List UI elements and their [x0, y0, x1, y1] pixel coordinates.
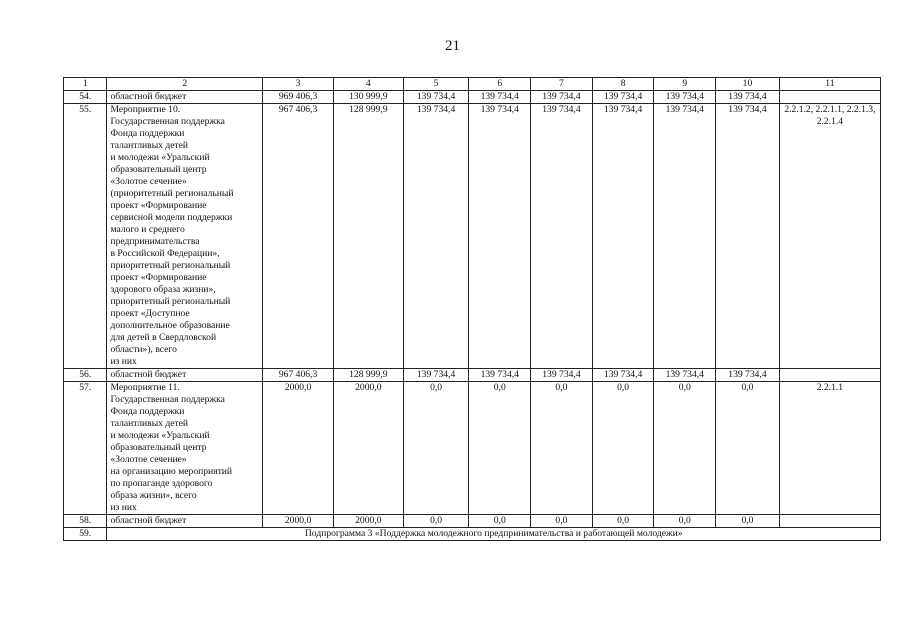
value-cell: 139 734,4: [592, 104, 654, 369]
row-name-line: и молодежи «Уральский: [110, 152, 210, 163]
value-cell: 0,0: [592, 382, 654, 515]
table-row: [64, 369, 881, 382]
value-cell: 139 734,4: [403, 91, 469, 104]
value-cell: 0,0: [654, 515, 716, 528]
value-cell: 139 734,4: [469, 369, 531, 382]
target-codes-cell: [779, 515, 880, 528]
value-cell: 130 999,9: [333, 91, 403, 104]
row-number: 57.: [64, 382, 107, 515]
table-row: [64, 515, 881, 528]
value-cell: 139 734,4: [716, 104, 780, 369]
value-cell: 139 734,4: [531, 104, 593, 369]
row-number: 55.: [64, 104, 107, 369]
value-cell: 969 406,3: [263, 91, 334, 104]
value-cell: 2000,0: [333, 382, 403, 515]
value-cell: 139 734,4: [592, 91, 654, 104]
value-cell: 2000,0: [263, 515, 334, 528]
value-cell: 0,0: [531, 382, 593, 515]
row-name-line: на организацию мероприятий: [110, 466, 233, 477]
target-codes-cell: [779, 369, 880, 382]
row-name-line: малого и среднего: [110, 224, 185, 235]
column-header: 10: [716, 78, 780, 91]
row-name-line: области»), всего: [110, 344, 177, 355]
value-cell: 967 406,3: [263, 104, 334, 369]
table-row: [64, 91, 881, 104]
value-cell: 139 734,4: [403, 369, 469, 382]
row-name-line: для детей в Свердловской: [110, 332, 217, 343]
row-name-line: Фонда поддержки: [110, 128, 185, 139]
row-name-line: дополнительное образование: [110, 320, 230, 331]
value-cell: 0,0: [469, 515, 531, 528]
row-name: [107, 369, 263, 382]
value-cell: 139 734,4: [403, 104, 469, 369]
target-codes-cell: 2.2.1.1: [779, 382, 880, 515]
column-header: 8: [592, 78, 654, 91]
value-cell: 139 734,4: [716, 369, 780, 382]
row-name-line: приоритетный региональный: [110, 296, 231, 307]
row-name-line: и молодежи «Уральский: [110, 430, 210, 441]
row-name-line: здорового образа жизни»,: [110, 284, 216, 295]
value-cell: 0,0: [716, 515, 780, 528]
row-number: 56.: [64, 369, 107, 382]
page-number: 21: [445, 38, 460, 54]
column-header: 4: [333, 78, 403, 91]
target-codes-cell: 2.2.1.2, 2.2.1.1, 2.2.1.3, 2.2.1.4: [779, 104, 880, 369]
value-cell: 967 406,3: [263, 369, 334, 382]
row-name: [107, 382, 263, 515]
table-row: [64, 104, 881, 369]
row-name-line: сервисной модели поддержки: [110, 212, 233, 223]
subprogram-row: [64, 528, 881, 541]
row-name-line: Государственная поддержка: [110, 394, 225, 405]
row-name-line: образовательный центр: [110, 442, 207, 453]
row-number: 58.: [64, 515, 107, 528]
target-codes-cell: [779, 91, 880, 104]
row-name-line: областной бюджет: [110, 515, 187, 526]
value-cell: 128 999,9: [333, 369, 403, 382]
row-name: [107, 515, 263, 528]
column-header: 1: [64, 78, 107, 91]
budget-table: [63, 77, 881, 541]
value-cell: 139 734,4: [531, 369, 593, 382]
value-cell: 0,0: [469, 382, 531, 515]
row-name-line: Мероприятие 11.: [110, 382, 180, 393]
column-header: 9: [654, 78, 716, 91]
row-number: 59.: [64, 528, 107, 541]
row-name: [107, 104, 263, 369]
row-name-line: приоритетный региональный: [110, 260, 231, 271]
row-name-line: (приоритетный региональный: [110, 188, 234, 199]
column-header: 7: [531, 78, 593, 91]
row-name-line: образовательный центр: [110, 164, 207, 175]
row-name-line: из них: [110, 502, 137, 513]
value-cell: 0,0: [716, 382, 780, 515]
row-number: 54.: [64, 91, 107, 104]
row-name-line: образа жизни», всего: [110, 490, 197, 501]
value-cell: 0,0: [403, 382, 469, 515]
value-cell: 0,0: [592, 515, 654, 528]
column-header: 2: [107, 78, 263, 91]
value-cell: 139 734,4: [654, 104, 716, 369]
row-name-line: в Российской Федерации»,: [110, 248, 220, 259]
value-cell: 139 734,4: [654, 369, 716, 382]
row-name-line: областной бюджет: [110, 91, 187, 102]
value-cell: 0,0: [654, 382, 716, 515]
value-cell: 128 999,9: [333, 104, 403, 369]
row-name-line: Фонда поддержки: [110, 406, 185, 417]
column-header: 5: [403, 78, 469, 91]
value-cell: 2000,0: [333, 515, 403, 528]
row-name-line: «Золотое сечение»: [110, 454, 187, 465]
row-name-line: из них: [110, 356, 137, 367]
column-header: 6: [469, 78, 531, 91]
value-cell: 2000,0: [263, 382, 334, 515]
row-name-line: проект «Формирование: [110, 272, 207, 283]
value-cell: 0,0: [403, 515, 469, 528]
row-name-line: проект «Доступное: [110, 308, 190, 319]
value-cell: 139 734,4: [716, 91, 780, 104]
row-name-line: предпринимательства: [110, 236, 200, 247]
column-header: 11: [779, 78, 880, 91]
row-name-line: «Золотое сечение»: [110, 176, 187, 187]
row-name-line: по пропаганде здорового: [110, 478, 213, 489]
row-name-line: талантливых детей: [110, 418, 189, 429]
row-name-line: областной бюджет: [110, 369, 187, 380]
value-cell: 139 734,4: [469, 91, 531, 104]
value-cell: 139 734,4: [654, 91, 716, 104]
value-cell: 139 734,4: [531, 91, 593, 104]
column-header: 3: [263, 78, 334, 91]
table-row: [64, 382, 881, 515]
row-name-line: проект «Формирование: [110, 200, 207, 211]
subprogram-title: Подпрограмма 3 «Поддержка молодежного предпринимательства и работающей молодежи»: [107, 528, 881, 541]
row-name: [107, 91, 263, 104]
value-cell: 139 734,4: [469, 104, 531, 369]
table-header-row: [64, 78, 881, 91]
row-name-line: Мероприятие 10.: [110, 104, 181, 115]
row-name-line: Государственная поддержка: [110, 116, 225, 127]
value-cell: 0,0: [531, 515, 593, 528]
value-cell: 139 734,4: [592, 369, 654, 382]
row-name-line: талантливых детей: [110, 140, 189, 151]
